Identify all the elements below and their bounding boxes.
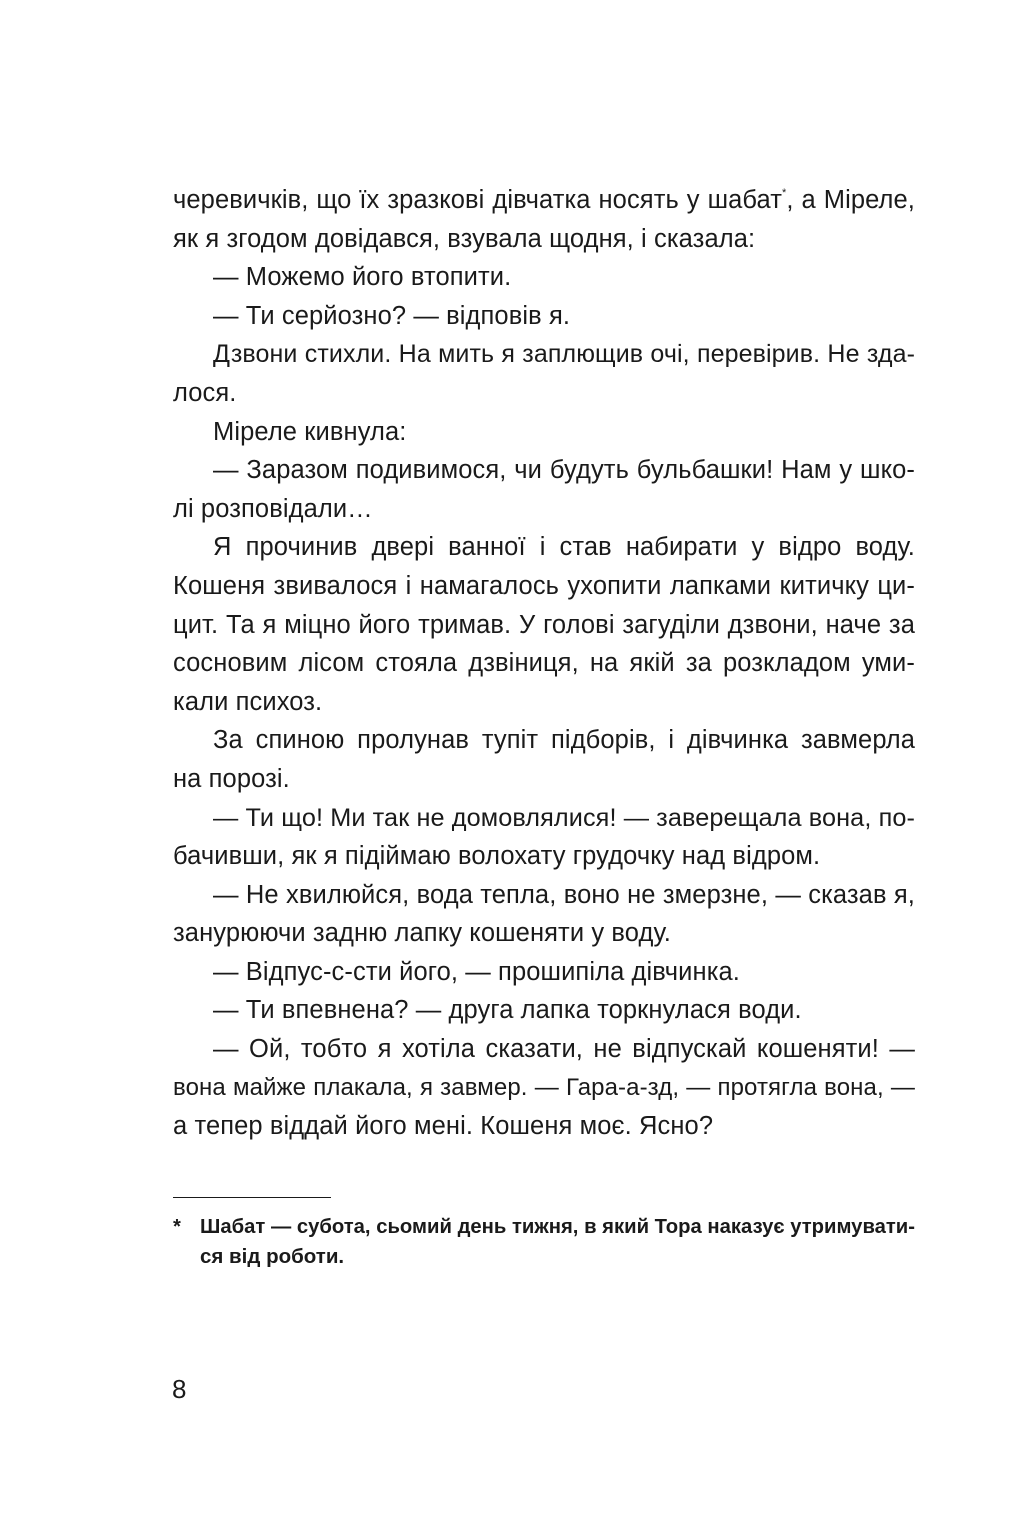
text-line-20: занурюючи задню лапку кошеняти у воду. [173, 919, 671, 948]
footnote-divider [173, 1197, 331, 1198]
text-line-5: Дзвони стихли. На мить я заплющив очі, перевірив. Не зда- [213, 340, 915, 369]
text-line-25: а тепер віддай його мені. Кошеня моє. Ясно? [173, 1112, 714, 1141]
text-line-7: Міреле кивнула: [213, 417, 407, 446]
footnote-reference: * [782, 187, 787, 199]
text-line-23: — Ой, тобто я хотіла сказати, не відпускай кошеняти! — [213, 1035, 915, 1064]
footnote [173, 1213, 915, 1271]
text-line-1-part-b: , а Мірелe, [786, 186, 915, 214]
text-line-24: вона майже плакала, я завмер. — Гара-а-зд, — протягла вона, — [173, 1073, 915, 1101]
text-line-22: — Ти впевнена? — друга лапка торкнулася води. [213, 996, 802, 1025]
text-line-1-part-a: черевичків, що їх зразкові дівчатка носять у шабат [173, 186, 783, 214]
text-line-15: За спиною пролунав тупіт підборів, і дівчинка завмерла [213, 726, 915, 755]
text-line-8: — Заразом подивимося, чи будуть бульбашки! Нам у шко- [213, 456, 915, 485]
text-line-16: на порозі. [173, 764, 290, 793]
text-line-11: Кошеня звивалося і намагалось ухопити лапками китичку ци- [173, 571, 915, 600]
text-line-9: лі розповідали… [173, 494, 373, 523]
footnote-line-1 [173, 1213, 915, 1242]
footnote-text-1: Шабат — субота, сьомий день тижня, в який Тора наказує утримувати- [200, 1216, 915, 1238]
text-line-1 [173, 181, 915, 220]
footnote-line-2: ся від роботи. [200, 1245, 345, 1268]
footnote-mark: * [173, 1216, 181, 1238]
body-text [173, 181, 915, 1146]
text-line-12: цит. Та я міцно його тримав. У голові загуділи дзвони, наче за [173, 610, 915, 639]
text-line-2: як я згодом довідався, взувала щодня, і сказала: [173, 224, 756, 253]
text-line-14: кали психоз. [173, 687, 323, 716]
text-line-17: — Ти що! Ми так не домовлялися! — заверещала вона, по- [213, 803, 915, 832]
text-line-10: Я прочинив двері ванної і став набирати у відро воду. [213, 533, 915, 562]
text-line-13: сосновим лісом стояла дзвіниця, на якій за розкладом уми- [173, 649, 915, 678]
text-line-4: — Ти серйозно? — відповів я. [213, 301, 571, 330]
text-line-3: — Можемо його втопити. [213, 263, 512, 292]
page-number: 8 [172, 1374, 187, 1404]
text-line-6: лося. [173, 378, 237, 407]
text-line-19: — Не хвилюйся, вода тепла, воно не змерзне, — сказав я, [213, 880, 915, 909]
text-line-21: — Відпус-с-сти його, — прошипіла дівчинка. [213, 957, 740, 986]
text-line-18: бачивши, як я підіймаю волохату грудочку над відром. [173, 842, 821, 871]
